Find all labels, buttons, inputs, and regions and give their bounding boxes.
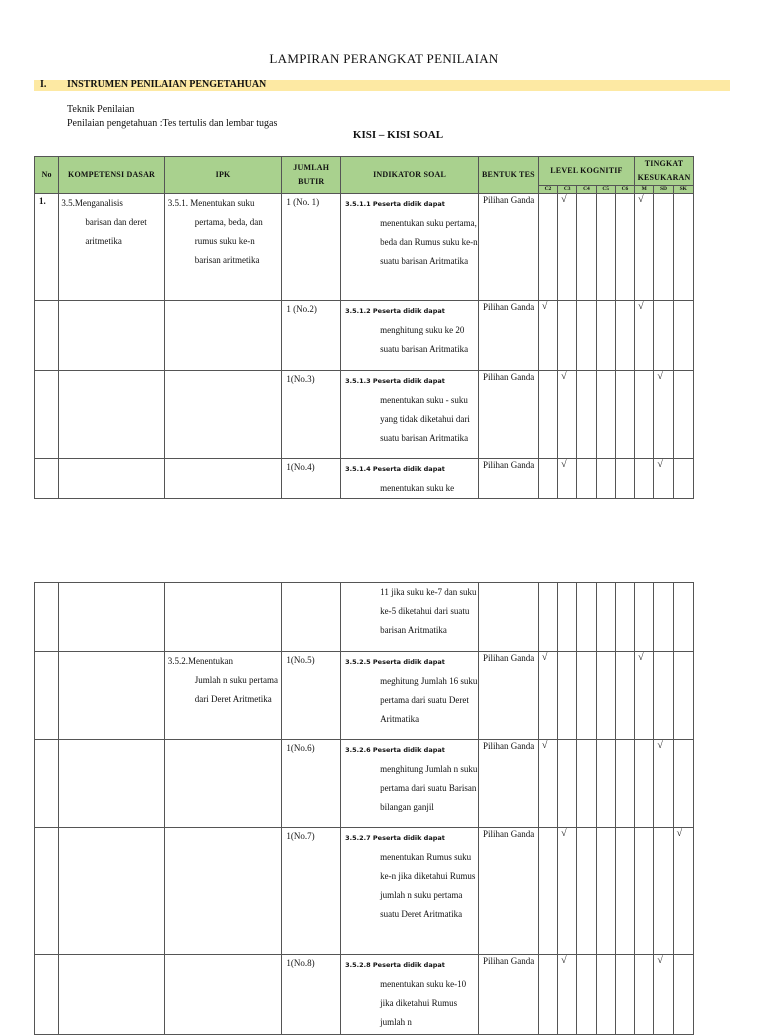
bentuk-cell: Pilihan Ganda [479, 371, 539, 459]
level-c5-cell [596, 583, 615, 652]
level-c3-cell: √ [558, 828, 577, 955]
tingkat-sk-cell [673, 740, 693, 828]
kompetensi-cell [59, 301, 164, 371]
level-c6-cell [615, 740, 634, 828]
level-c6-cell [615, 194, 634, 301]
header-c3: C3 [558, 186, 577, 194]
header-sd: SD [654, 186, 673, 194]
indikator-text: menentukan suku ke-10 jika diketahui Rumus jumlah n [380, 979, 467, 1027]
row-number: 1. [35, 194, 59, 301]
level-c3-cell [558, 301, 577, 371]
header-bentuk: BENTUK TES [479, 157, 539, 194]
indikator-text: menentukan Rumus suku ke-n jika diketahui Rumus jumlah n suku pertama suatu Deret Aritmatika [380, 852, 476, 919]
bentuk-cell: Pilihan Ganda [479, 740, 539, 828]
level-c2-cell [538, 955, 557, 1035]
level-c4-cell [577, 194, 596, 301]
level-c2-cell [538, 828, 557, 955]
tingkat-m-cell [635, 740, 654, 828]
level-c4-cell [577, 828, 596, 955]
level-c4-cell [577, 371, 596, 459]
row-number [35, 652, 59, 740]
jumlah-cell: 1(No.8) [282, 955, 341, 1035]
indikator-text: menentukan suku - suku yang tidak diketahui dari suatu barisan Aritmatika [380, 395, 470, 443]
ipk-cell [164, 301, 282, 371]
indikator-lead: Peserta didik dapat [372, 834, 445, 842]
jumlah-cell [282, 583, 341, 652]
level-c5-cell [596, 652, 615, 740]
tingkat-sd-cell [654, 583, 673, 652]
header-c4: C4 [577, 186, 596, 194]
level-c3-cell [558, 652, 577, 740]
indikator-lead: Peserta didik dapat [372, 377, 445, 385]
indikator-cell [341, 740, 479, 828]
indikator-text: menghitung Jumlah n suku pertama dari suatu Barisan bilangan ganjil [380, 764, 478, 812]
row-number [35, 828, 59, 955]
kisi-table-2 [34, 582, 694, 1035]
indikator-cell [341, 371, 479, 459]
level-c4-cell [577, 955, 596, 1035]
level-c4-cell [577, 459, 596, 499]
level-c5-cell [596, 194, 615, 301]
level-c2-cell [538, 459, 557, 499]
penilaian-label: Penilaian pengetahuan :Tes tertulis dan lembar tugas [67, 118, 278, 129]
tingkat-sk-cell [673, 371, 693, 459]
indikator-code: 3.5.2.8 [345, 961, 371, 969]
ipk-cell [164, 652, 282, 740]
indikator-text: 11 jika suku ke-7 dan suku ke-5 diketahui dari suatu barisan Aritmatika [380, 587, 477, 635]
level-c3-cell: √ [558, 371, 577, 459]
table-row [35, 828, 694, 955]
level-c2-cell: √ [538, 740, 557, 828]
tingkat-sd-cell: √ [654, 955, 673, 1035]
level-c6-cell [615, 371, 634, 459]
level-c3-cell: √ [558, 194, 577, 301]
jumlah-cell: 1(No.6) [282, 740, 341, 828]
level-c3-cell: √ [558, 955, 577, 1035]
section-number: I. [40, 79, 47, 90]
level-c6-cell [615, 583, 634, 652]
indikator-lead: Peserta didik dapat [372, 465, 445, 473]
indikator-lead: Peserta didik dapat [372, 658, 445, 666]
indikator-code: 3.5.1.1 [345, 200, 371, 208]
level-c2-cell [538, 583, 557, 652]
jumlah-cell: 1 (No. 1) [282, 194, 341, 301]
tingkat-sd-cell: √ [654, 459, 673, 499]
header-indikator: INDIKATOR SOAL [341, 157, 479, 194]
tingkat-sk-cell [673, 955, 693, 1035]
indikator-lead: Peserta didik dapat [372, 200, 445, 208]
row-number [35, 955, 59, 1035]
level-c2-cell [538, 371, 557, 459]
ipk-cell [164, 583, 282, 652]
ipk-cell [164, 194, 282, 301]
tingkat-m-cell [635, 371, 654, 459]
ipk-first: 3.5.1. Menentukan suku [167, 198, 255, 208]
level-c4-cell [577, 301, 596, 371]
indikator-text: menentukan suku pertama, beda dan Rumus suku ke-n suatu barisan Aritmatika [380, 218, 478, 266]
header-c5: C5 [596, 186, 615, 194]
tingkat-m-cell [635, 955, 654, 1035]
kompetensi-cell [59, 459, 164, 499]
header-kompetensi: KOMPETENSI DASAR [59, 157, 164, 194]
header-c6: C6 [615, 186, 634, 194]
tingkat-m-cell: √ [635, 194, 654, 301]
section-title: INSTRUMEN PENILAIAN PENGETAHUAN [67, 79, 267, 90]
table-row [35, 459, 694, 499]
kompetensi-cell [59, 583, 164, 652]
tingkat-sk-cell [673, 583, 693, 652]
row-number [35, 459, 59, 499]
tingkat-sd-cell [654, 652, 673, 740]
level-c2-cell: √ [538, 652, 557, 740]
jumlah-cell: 1 (No.2) [282, 301, 341, 371]
ipk-cell [164, 828, 282, 955]
level-c6-cell [615, 459, 634, 499]
indikator-cell [341, 652, 479, 740]
level-c5-cell [596, 301, 615, 371]
tingkat-sk-cell [673, 301, 693, 371]
tingkat-sk-cell: √ [673, 828, 693, 955]
level-c6-cell [615, 652, 634, 740]
tingkat-m-cell [635, 583, 654, 652]
level-c6-cell [615, 828, 634, 955]
header-level: LEVEL KOGNITIF [538, 157, 634, 186]
ipk-rest: pertama, beda, dan rumus suku ke-n barisan aritmetika [194, 217, 263, 265]
level-c5-cell [596, 828, 615, 955]
kompetensi-cell [59, 955, 164, 1035]
indikator-code: 3.5.2.7 [345, 834, 371, 842]
bentuk-cell: Pilihan Ganda [479, 955, 539, 1035]
bentuk-cell: Pilihan Ganda [479, 828, 539, 955]
indikator-cell [341, 955, 479, 1035]
ipk-rest: Jumlah n suku pertama dari Deret Aritmetika [194, 675, 278, 704]
indikator-code: 3.5.2.6 [345, 746, 371, 754]
indikator-code: 3.5.1.3 [345, 377, 371, 385]
level-c6-cell [615, 301, 634, 371]
table-row [35, 194, 694, 301]
kisi-table-1 [34, 156, 694, 499]
indikator-text: menentukan suku ke [380, 483, 455, 493]
tingkat-sk-cell [673, 194, 693, 301]
header-c2: C2 [538, 186, 557, 194]
bentuk-cell: Pilihan Ganda [479, 194, 539, 301]
tingkat-m-cell: √ [635, 301, 654, 371]
ipk-cell [164, 459, 282, 499]
indikator-text: meghitung Jumlah 16 suku pertama dari suatu Deret Aritmatika [380, 676, 478, 724]
header-sk: SK [673, 186, 693, 194]
indikator-cell [341, 301, 479, 371]
kompetensi-rest: barisan dan deret aritmetika [85, 217, 147, 246]
kompetensi-first: 3.5.Menganalisis [61, 198, 123, 208]
kompetensi-cell [59, 194, 164, 301]
header-no: No [35, 157, 59, 194]
jumlah-cell: 1(No.7) [282, 828, 341, 955]
ipk-cell [164, 371, 282, 459]
indikator-cell [341, 828, 479, 955]
level-c6-cell [615, 955, 634, 1035]
indikator-text: menghitung suku ke 20 suatu barisan Aritmatika [380, 325, 469, 354]
bentuk-cell: Pilihan Ganda [479, 301, 539, 371]
table-row [35, 652, 694, 740]
jumlah-cell: 1(No.3) [282, 371, 341, 459]
indikator-lead: Peserta didik dapat [372, 307, 445, 315]
row-number [35, 301, 59, 371]
tingkat-sd-cell: √ [654, 740, 673, 828]
table-row [35, 301, 694, 371]
tingkat-sk-cell [673, 459, 693, 499]
header-m: M [635, 186, 654, 194]
indikator-lead: Peserta didik dapat [372, 746, 445, 754]
tingkat-sd-cell [654, 194, 673, 301]
bentuk-cell [479, 583, 539, 652]
table-row [35, 583, 694, 652]
level-c5-cell [596, 955, 615, 1035]
level-c4-cell [577, 740, 596, 828]
header-jumlah: JUMLAH BUTIR [282, 157, 341, 194]
kompetensi-cell [59, 652, 164, 740]
indikator-cell [341, 194, 479, 301]
jumlah-cell: 1(No.5) [282, 652, 341, 740]
table-row [35, 371, 694, 459]
indikator-code: 3.5.1.2 [345, 307, 371, 315]
page-title: LAMPIRAN PERANGKAT PENILAIAN [269, 51, 499, 66]
ipk-first: 3.5.2.Menentukan [167, 656, 234, 666]
teknik-label: Teknik Penilaian [67, 104, 135, 115]
bentuk-cell: Pilihan Ganda [479, 459, 539, 499]
tingkat-sd-cell: √ [654, 371, 673, 459]
tingkat-m-cell [635, 828, 654, 955]
indikator-lead: Peserta didik dapat [372, 961, 445, 969]
ipk-cell [164, 740, 282, 828]
kisi-title: KISI – KISI SOAL [352, 129, 444, 141]
kompetensi-cell [59, 828, 164, 955]
level-c4-cell [577, 652, 596, 740]
level-c4-cell [577, 583, 596, 652]
level-c5-cell [596, 371, 615, 459]
level-c3-cell: √ [558, 459, 577, 499]
kompetensi-cell [59, 371, 164, 459]
tingkat-sd-cell [654, 301, 673, 371]
header-tingkat: TINGKAT KESUKARAN [635, 157, 694, 186]
tingkat-m-cell: √ [635, 652, 654, 740]
row-number [35, 740, 59, 828]
indikator-code: 3.5.2.5 [345, 658, 371, 666]
tingkat-sd-cell [654, 828, 673, 955]
level-c5-cell [596, 740, 615, 828]
level-c2-cell: √ [538, 301, 557, 371]
tingkat-sk-cell [673, 652, 693, 740]
indikator-cell [341, 459, 479, 499]
level-c3-cell [558, 740, 577, 828]
row-number [35, 371, 59, 459]
level-c5-cell [596, 459, 615, 499]
header-ipk: IPK [164, 157, 282, 194]
ipk-cell [164, 955, 282, 1035]
tingkat-m-cell [635, 459, 654, 499]
level-c3-cell [558, 583, 577, 652]
bentuk-cell: Pilihan Ganda [479, 652, 539, 740]
jumlah-cell: 1(No.4) [282, 459, 341, 499]
table-row [35, 955, 694, 1035]
row-number [35, 583, 59, 652]
indikator-cell [341, 583, 479, 652]
table-row [35, 740, 694, 828]
kompetensi-cell [59, 740, 164, 828]
indikator-code: 3.5.1.4 [345, 465, 371, 473]
level-c2-cell [538, 194, 557, 301]
